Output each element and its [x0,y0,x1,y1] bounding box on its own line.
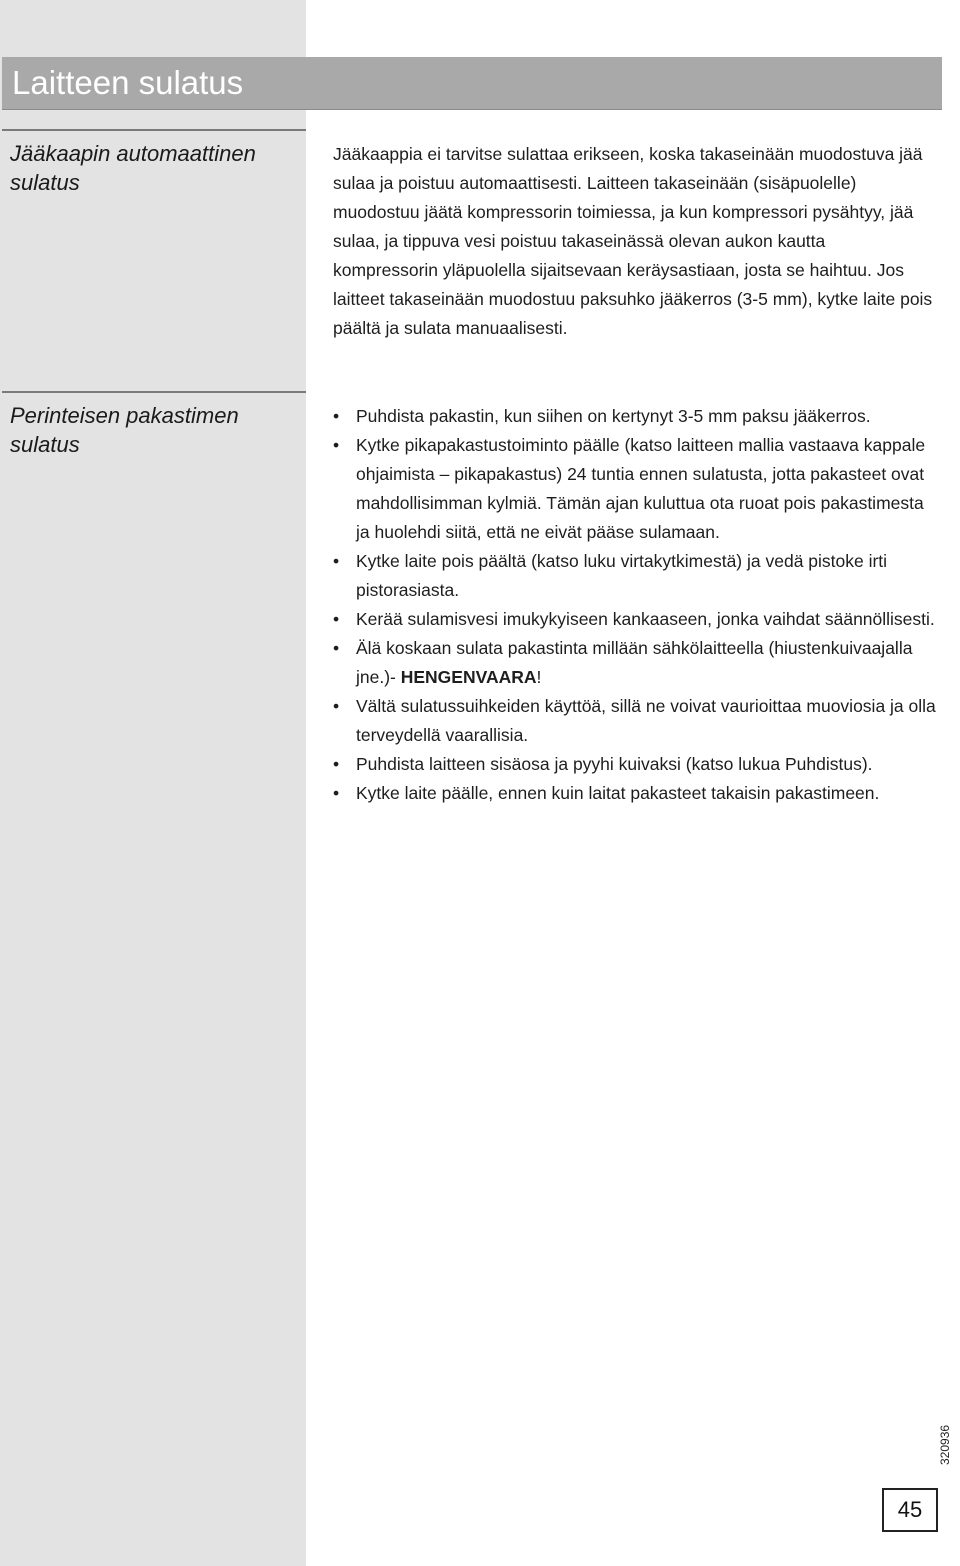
danger-warning: HENGENVAARA [400,667,537,687]
page-title: Laitteen sulatus [12,64,244,101]
bullet-icon: • [333,406,340,426]
list-item: • Älä koskaan sulata pakastinta millään sähkölaitteella (hiustenkuivaajalla jne.)- HENGENVAARA! [333,634,938,692]
section-divider [2,391,306,393]
bullet-icon: • [333,783,340,803]
section-heading-automatic-defrost: Jääkaapin automaattinen sulatus [10,141,256,195]
title-bar [2,57,942,110]
bullet-icon: • [333,435,340,455]
list-item: • Kerää sulamisvesi imukykyiseen kankaaseen, jonka vaihdat säännöllisesti. [333,605,938,634]
automatic-defrost-paragraph: Jääkaappia ei tarvitse sulattaa erikseen, koska takaseinään muodostuva jää sulaa ja poistuu automaattisesti. Laitteen takaseinään (sisäpuolelle) muodostuu jäätä kompressorin toimiessa, ja kun kompressori pysähtyy, jää sulaa, ja tippuva vesi poistuu takaseinässä olevan aukon kautta kompressorin yläpuolella sijaitsevaan keräysastiaan, josta se haihtuu. Jos laitteet takaseinään muodostuu paksuhko jääkerros (3-5 mm), kytke laite pois päältä ja sulata manuaalisesti. [333,144,933,338]
bullet-icon: • [333,754,340,774]
bullet-icon: • [333,696,340,716]
list-item: • Kytke laite pois päältä (katso luku virtakytkimestä) ja vedä pistoke irti pistorasiasta. [333,547,938,605]
bullet-icon: • [333,638,340,658]
list-item: • Kytke pikapakastustoiminto päälle (katso laitteen mallia vastaava kappale ohjaimista – pikapakastus) 24 tuntia ennen sulatusta, jotta pakasteet ovat mahdollisimman kylmiä. Tämän ajan kuluttua ota ruoat pois pakastimesta ja huolehdi siitä, että ne eivät pääse sulamaan. [333,431,938,547]
document-code: 320936 [938,1424,952,1465]
bullet-icon: • [333,551,340,571]
section-divider [2,129,306,131]
defrost-steps-list [333,402,938,808]
section-heading-freezer-defrost: Perinteisen pakastimen sulatus [10,403,239,457]
sidebar-background [0,0,306,1566]
list-item: • Puhdista pakastin, kun siihen on kertynyt 3-5 mm paksu jääkerros. [333,402,938,431]
page-number: 45 [882,1488,938,1532]
bullet-icon: • [333,609,340,629]
list-item: • Puhdista laitteen sisäosa ja pyyhi kuivaksi (katso lukua Puhdistus). [333,750,938,779]
list-item: • Vältä sulatussuihkeiden käyttöä, sillä ne voivat vaurioittaa muoviosia ja olla terveydellä vaarallisia. [333,692,938,750]
list-item: • Kytke laite päälle, ennen kuin laitat pakasteet takaisin pakastimeen. [333,779,938,808]
